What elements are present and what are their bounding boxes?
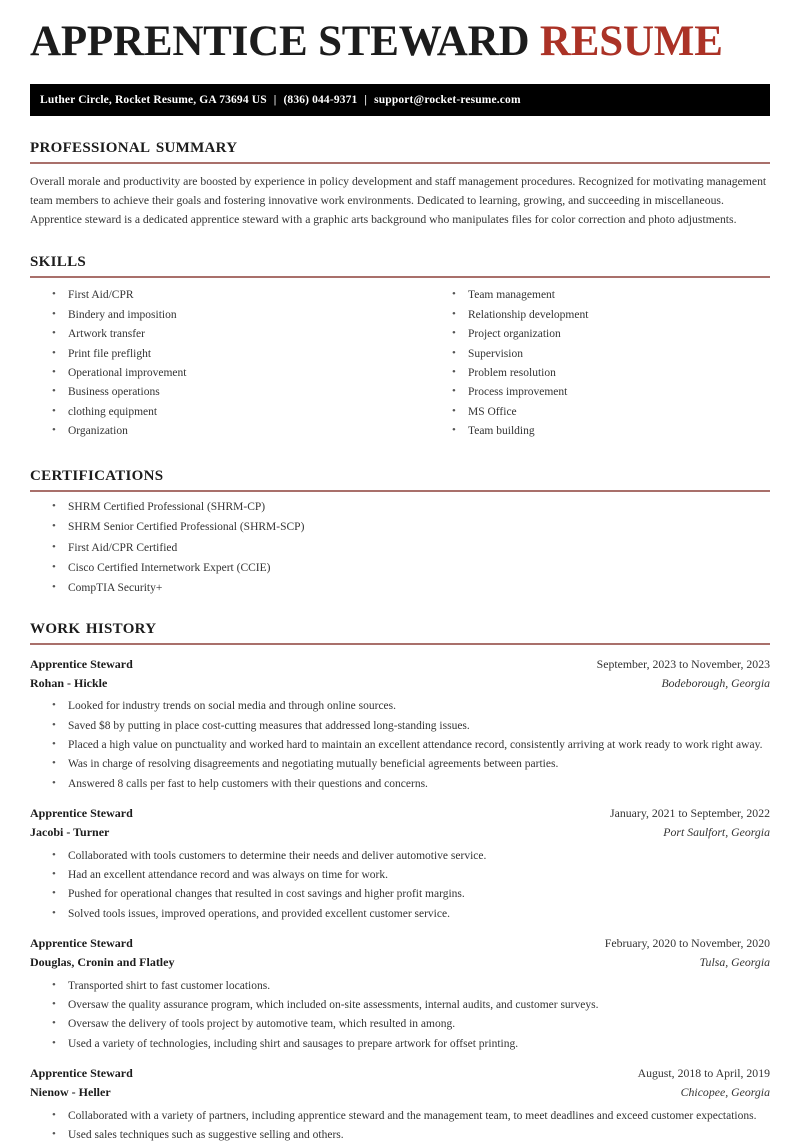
job-bullets (30, 1109, 770, 1143)
skills-columns (30, 280, 770, 443)
list-item: • SHRM Certified Professional (SHRM-CP) (52, 500, 770, 515)
section-divider (30, 162, 770, 164)
list-item: • clothing equipment (52, 405, 400, 420)
section-heading-skills: skills (30, 247, 87, 272)
job-company: Rohan - Hickle (30, 675, 108, 690)
list-item: • Oversaw the delivery of tools project by automotive team, which resulted in among. (52, 1017, 770, 1032)
section-skills (30, 247, 770, 443)
job-header-row (30, 934, 770, 953)
contact-email[interactable]: support@rocket-resume.com (374, 94, 521, 107)
job-subheader-row (30, 823, 770, 842)
list-item: • Artwork transfer (52, 327, 400, 342)
page-title-accent: RESUME (539, 18, 723, 65)
list-item: • Bindery and imposition (52, 308, 400, 323)
list-item: • Print file preflight (52, 347, 400, 362)
skills-column-left (30, 280, 400, 443)
page-title-main: APPRENTICE STEWARD (30, 18, 530, 65)
list-item: • Oversaw the quality assurance program, which included on-site assessments, internal audits, and customer surveys. (52, 998, 770, 1013)
contact-phone[interactable]: (836) 044-9371 (283, 94, 358, 107)
section-heading-summary: professional summary (30, 133, 238, 158)
contact-separator-2: | (364, 94, 368, 107)
job-subheader-row (30, 674, 770, 693)
job-location: Tulsa, Georgia (699, 954, 770, 969)
list-item: • Transported shirt to fast customer locations. (52, 979, 770, 994)
work-history-entry (30, 1064, 770, 1143)
job-dates: January, 2021 to September, 2022 (610, 806, 770, 821)
list-item: • Supervision (452, 347, 770, 362)
certifications-list (30, 500, 770, 597)
list-item: • Used a variety of technologies, including shirt and sausages to prepare artwork for offset printing. (52, 1037, 770, 1052)
list-item: • Problem resolution (452, 366, 770, 381)
job-location: Chicopee, Georgia (680, 1084, 770, 1099)
section-divider (30, 643, 770, 645)
contact-separator-1: | (273, 94, 277, 107)
list-item: • Solved tools issues, improved operations, and provided excellent customer service. (52, 907, 770, 922)
list-item: • Used sales techniques such as suggestive selling and others. (52, 1128, 770, 1143)
skills-list-right (430, 288, 770, 439)
section-professional-summary (30, 133, 770, 230)
list-item: • Collaborated with tools customers to determine their needs and deliver automotive service. (52, 849, 770, 864)
job-location: Bodeborough, Georgia (661, 675, 770, 690)
summary-text: Overall morale and productivity are boosted by experience in policy development and staff management procedures. Recognized for motivating management team members to achieve their goals and fostering innovative work environments. Dedicated to learning, growing, and succeeding in miscellaneous. Apprentice steward is a dedicated apprentice steward with a graphic arts background who manipulates files for color correction and photo adjustments. (30, 175, 767, 227)
contact-bar (30, 84, 770, 116)
job-bullets (30, 699, 770, 792)
section-heading-certifications: certifications (30, 460, 164, 485)
list-item: • Had an excellent attendance record and was always on time for work. (52, 868, 770, 883)
list-item: • Team building (452, 424, 770, 439)
list-item: • Answered 8 calls per fast to help customers with their questions and concerns. (52, 777, 770, 792)
section-heading-work-history: work history (30, 613, 157, 638)
list-item: • Relationship development (452, 308, 770, 323)
job-subheader-row (30, 1083, 770, 1102)
list-item: • Project organization (452, 327, 770, 342)
list-item: • Organization (52, 424, 400, 439)
skills-column-right (400, 280, 770, 443)
list-item: • Was in charge of resolving disagreements and negotiating mutually beneficial agreements between parties. (52, 757, 770, 772)
list-item: • CompTIA Security+ (52, 581, 770, 596)
job-header-row (30, 655, 770, 674)
section-divider (30, 490, 770, 492)
section-certifications (30, 461, 770, 597)
job-dates: August, 2018 to April, 2019 (637, 1066, 770, 1081)
list-item: • Team management (452, 288, 770, 303)
job-header-row (30, 1064, 770, 1083)
section-divider (30, 276, 770, 278)
work-history-entry (30, 655, 770, 792)
section-work-history (30, 614, 770, 1143)
list-item: • Cisco Certified Internetwork Expert (CCIE) (52, 561, 770, 576)
job-company: Jacobi - Turner (30, 824, 110, 839)
list-item: • Collaborated with a variety of partners, including apprentice steward and the management team, to meet deadlines and exceed customer expectations. (52, 1109, 770, 1124)
job-title: Apprentice Steward (30, 936, 133, 951)
job-location: Port Saulfort, Georgia (663, 824, 770, 839)
job-title: Apprentice Steward (30, 806, 133, 821)
job-dates: February, 2020 to November, 2020 (604, 936, 770, 951)
job-bullets (30, 849, 770, 923)
list-item: • First Aid/CPR Certified (52, 541, 770, 556)
list-item: • MS Office (452, 405, 770, 420)
list-item: • Operational improvement (52, 366, 400, 381)
list-item: • Saved $8 by putting in place cost-cutting measures that addressed long-standing issues. (52, 719, 770, 734)
list-item: • Business operations (52, 385, 400, 400)
job-subheader-row (30, 953, 770, 972)
job-header-row (30, 804, 770, 823)
job-title: Apprentice Steward (30, 656, 133, 671)
list-item: • Pushed for operational changes that resulted in cost savings and higher profit margins. (52, 887, 770, 902)
job-dates: September, 2023 to November, 2023 (596, 656, 770, 671)
job-title: Apprentice Steward (30, 1066, 133, 1081)
work-history-entry (30, 804, 770, 922)
list-item: • First Aid/CPR (52, 288, 400, 303)
list-item: • Placed a high value on punctuality and worked hard to maintain an excellent attendance record, consistently arriving at work ready to work right away. (52, 738, 770, 753)
job-bullets (30, 979, 770, 1053)
list-item: • SHRM Senior Certified Professional (SHRM-SCP) (52, 520, 770, 535)
contact-address: Luther Circle, Rocket Resume, GA 73694 US (40, 94, 267, 107)
contact-info (40, 94, 521, 106)
list-item: • Process improvement (452, 385, 770, 400)
page-title (30, 0, 770, 66)
job-company: Douglas, Cronin and Flatley (30, 954, 175, 969)
list-item: • Looked for industry trends on social media and through online sources. (52, 699, 770, 714)
job-company: Nienow - Heller (30, 1084, 111, 1099)
skills-list-left (30, 288, 400, 439)
